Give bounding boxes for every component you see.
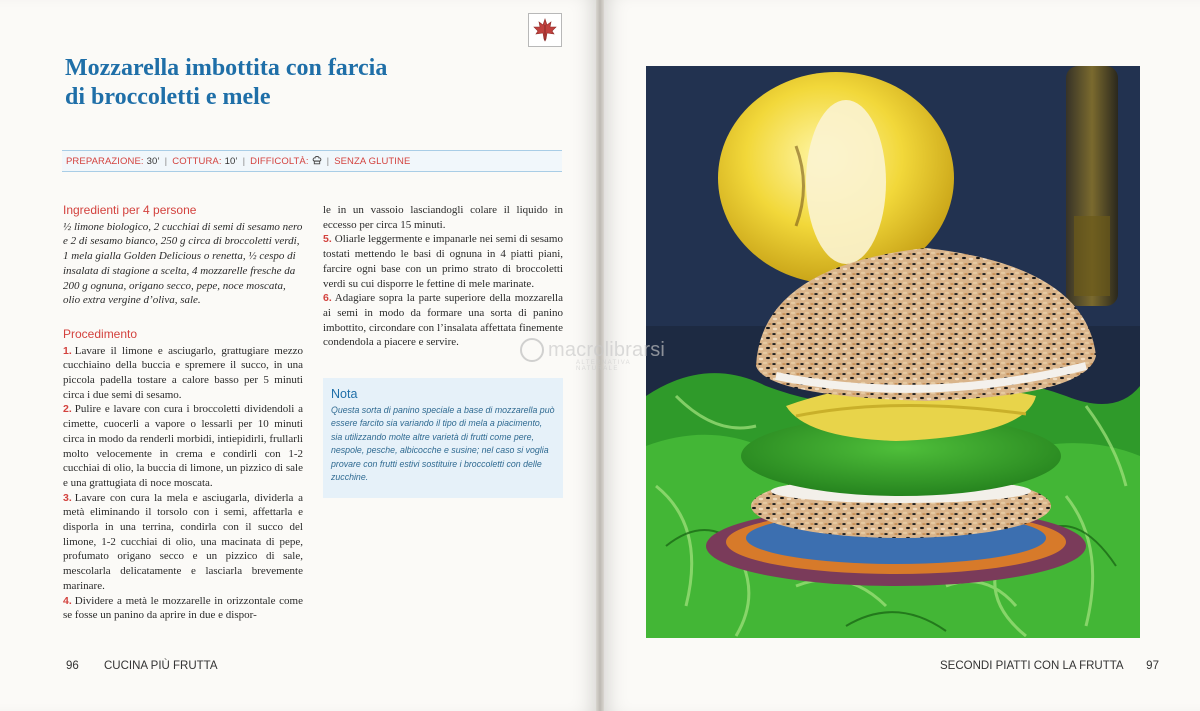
- note-box: [323, 378, 563, 498]
- step-item: [323, 203, 563, 232]
- step-number: 6.: [323, 292, 332, 305]
- cook-label: COTTURA:: [172, 155, 222, 167]
- steps-right: [323, 203, 563, 350]
- step-item: [323, 232, 563, 291]
- step-text: Pulire e lavare con cura i broccoletti dividendoli a cimette, cuocerli a vapore o lessarli per 10 minuti circa in modo da renderli morbidi, intiepidirli, frullarli molto velocemente in crema e condirli con 1-2 cucchiai di olio, la buccia di limone, un pizzico di sale e una grattugiata di noce moscata.: [63, 403, 303, 489]
- step-number: 4.: [63, 594, 72, 607]
- recipe-photo: [646, 66, 1140, 638]
- note-text: Questa sorta di panino speciale a base di mozzarella può essere farcito sia variando il tipo di mela a piacimento, sia utilizzando molte altre varietà di frutti come pere, nespole, pesche, albicocche e susine; nel caso si voglia provare con frutti estivi sostituire i broccoletti con delle zucchine.: [331, 405, 555, 483]
- difficulty-label: DIFFICOLTÀ:: [250, 155, 309, 167]
- footer-right: [940, 660, 1159, 672]
- maple-leaf-icon: [528, 13, 562, 47]
- procedure-heading: Procedimento: [63, 326, 138, 341]
- cook-value: 10’: [224, 155, 238, 167]
- watermark-circle-icon: [520, 338, 544, 362]
- step-text: Adagiare sopra la parte superiore della mozzarella ai semi in modo da formare una sorta di panino imbottito, circondare con l’insalata affettata finemente condendola a piacere e servire.: [323, 292, 563, 349]
- step-number: 2.: [63, 403, 72, 416]
- step-text: Lavare con cura la mela e asciugarla, dividerla a metà eliminando il torsolo con i semi, affettarla e disporla in una terrina, condirla con il succo del limone, 1-2 cucchiai di olio, una macinata di pepe, profumato origano secco e un pizzico di sale, mescolarla delicatamente e lasciarla brevemente marinare.: [63, 491, 303, 592]
- page-number-right: 97: [1146, 660, 1159, 672]
- ingredients-heading: Ingredienti per 4 persone: [63, 203, 197, 217]
- watermark: [520, 338, 666, 372]
- book-title: CUCINA PIÙ FRUTTA: [104, 660, 218, 672]
- step-item: [63, 594, 303, 623]
- page-number-left: 96: [66, 660, 79, 672]
- step-text: le in un vassoio lasciandogli colare il liquido in eccesso per circa 15 minuti.: [323, 204, 563, 231]
- watermark-tagline: ALTERNATIVA NATURALE: [576, 360, 631, 372]
- section-title: SECONDI PIATTI CON LA FRUTTA: [940, 660, 1123, 672]
- recipe-column-left: [63, 203, 303, 623]
- steps-left: [63, 344, 303, 623]
- step-text: Lavare il limone e asciugarlo, grattugiare mezzo cucchiaino della buccia e spremere il succo, in una piccola padella tostare a calore basso per 5 minuti circa i due semi di sesamo.: [63, 344, 303, 401]
- step-item: [63, 491, 303, 594]
- step-number: 5.: [323, 233, 332, 246]
- watermark-name: macrolibrarsi: [548, 338, 666, 361]
- step-item: [63, 344, 303, 403]
- recipe-title: [65, 54, 545, 112]
- step-number: 1.: [63, 344, 72, 357]
- step-number: 3.: [63, 491, 72, 504]
- ingredients-text: ½ limone biologico, 2 cucchiai di semi di sesamo nero e 2 di sesamo bianco, 250 g circa di broccoletti verdi, 1 mela gialla Golden Delicious o renetta, ½ cespo di insalata di stagione a scelta, 4 mozzarelle fresche da 200 g ognuna, origano secco, pepe, noce moscata, olio extra vergine d’oliva, sale.: [63, 220, 303, 307]
- recipe-column-right: [323, 203, 563, 350]
- recipe-title-line-1: Mozzarella imbottita con farcia: [65, 55, 388, 81]
- step-text: Dividere a metà le mozzarelle in orizzontale come se fosse un panino da aprire in due e dispor-: [63, 594, 303, 622]
- note-heading: Nota: [331, 387, 358, 401]
- recipe-info-bar: PREPARAZIONE: 30’ | COTTURA: 10’ | DIFFICOLTÀ: | SENZA GLUTINE: [62, 150, 562, 172]
- recipe-title-line-2: di broccoletti e mele: [65, 84, 271, 110]
- footer-left: [66, 660, 218, 672]
- chef-hat-icon: [312, 155, 322, 168]
- step-text: Oliarle leggermente e impanarle nei semi di sesamo tostati mettendo le basi di ognuna in 4 piatti piani, farcire ogni base con un primo strato di broccoletti verdi su cui disporre le fettine di mele marinate.: [323, 233, 563, 290]
- prep-value: 30’: [146, 155, 160, 167]
- gluten-free-label: SENZA GLUTINE: [334, 155, 411, 167]
- prep-label: PREPARAZIONE:: [66, 155, 144, 167]
- step-item: [63, 402, 303, 490]
